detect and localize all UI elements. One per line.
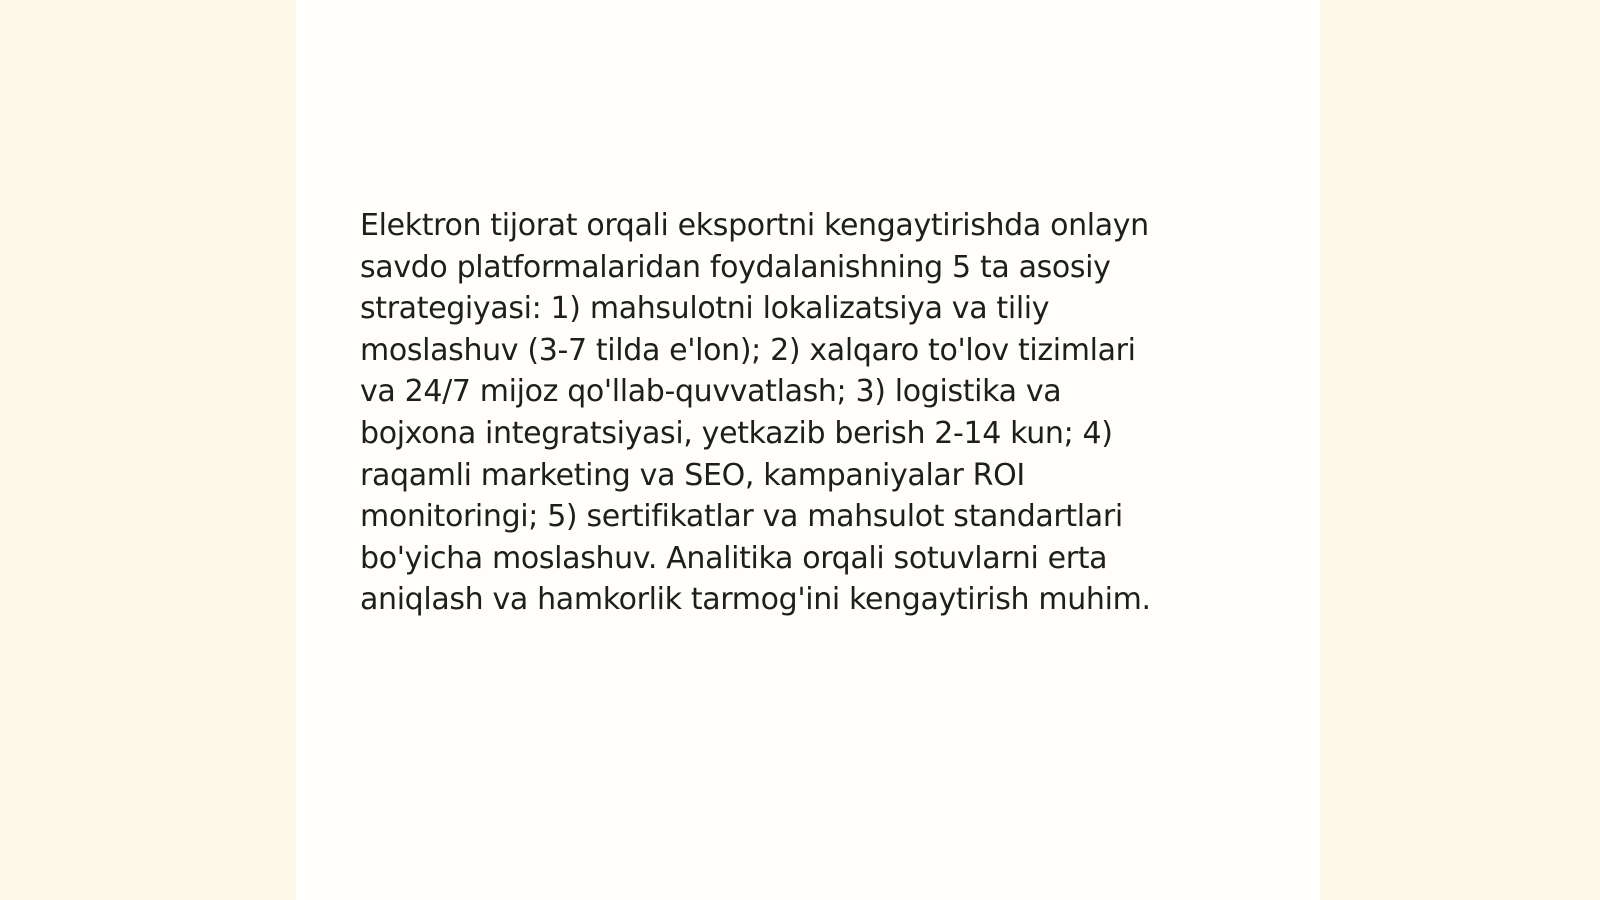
paragraph-line: bojxona integratsiyasi, yetkazib berish 2-14 kun; 4) [360, 415, 1113, 451]
paragraph-line: raqamli marketing va SEO, kampaniyalar ROI [360, 457, 1025, 493]
paragraph-line: bo'yicha moslashuv. Analitika orqali sotuvlarni erta [360, 540, 1108, 576]
paragraph-line: monitoringi; 5) sertifikatlar va mahsulot standartlari [360, 499, 1123, 535]
paragraph-line: savdo platformalaridan foydalanishning 5 ta asosiy [360, 249, 1111, 285]
paragraph-line: strategiyasi: 1) mahsulotni lokalizatsiya va tiliy [360, 291, 1050, 327]
paragraph-line: moslashuv (3-7 tilda e'lon); 2) xalqaro to'lov tizimlari [360, 332, 1136, 368]
document-page [296, 0, 1320, 900]
paragraph-line: va 24/7 mijoz qo'llab-quvvatlash; 3) logistika va [360, 374, 1062, 410]
paragraph-line: Elektron tijorat orqali eksportni kengaytirishda onlayn [360, 208, 1149, 243]
paragraph-line: aniqlash va hamkorlik tarmog'ini kengaytirish muhim. [360, 582, 1151, 618]
body-paragraph [360, 205, 1260, 621]
